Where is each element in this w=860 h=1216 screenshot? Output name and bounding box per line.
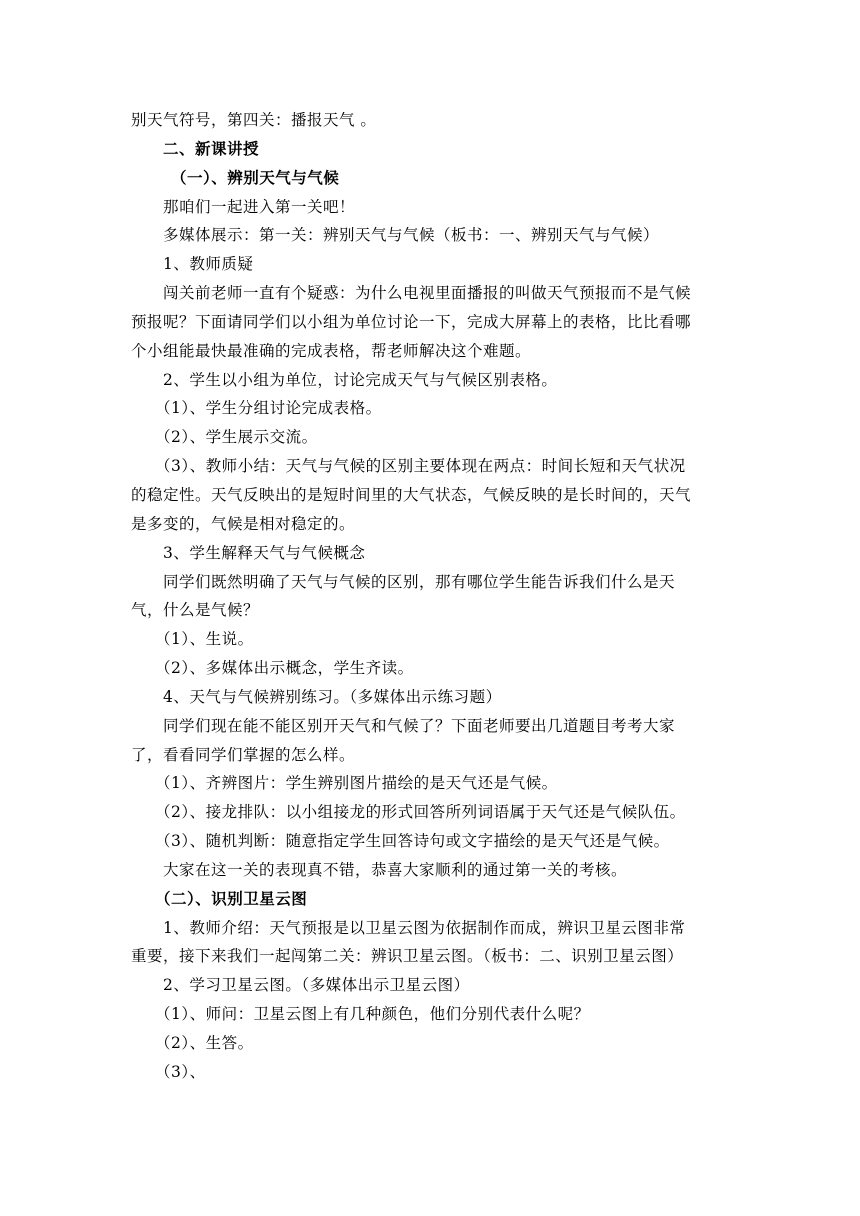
text-line: 多媒体展示：第一关：辨别天气与气候（板书：一、辨别天气与气候） (163, 226, 660, 245)
text-line: 3、学生解释天气与气候概念 (163, 543, 366, 562)
text-line: （2）、接龙排队：以小组接龙的形式回答所列词语属于天气还是气候队伍。 (155, 803, 686, 822)
text-line: （2）、多媒体出示概念，学生齐读。 (155, 659, 414, 678)
text-line: 预报呢？下面请同学们以小组为单位讨论一下，完成大屏幕上的表格，比比看哪 (131, 312, 692, 331)
section-heading: 二、新课讲授 (163, 138, 260, 158)
text-line: （2）、生答。 (155, 1034, 254, 1052)
text-line: 重要，接下来我们一起闯第二关：辨识卫星云图。（板书：二、识别卫星云图） (131, 947, 684, 966)
text-line: （3）、 (155, 1062, 206, 1081)
text-line: 同学们现在能不能区别开天气和气候了？下面老师要出几道题目考考大家 (163, 716, 676, 735)
text-line: （2）、学生展示交流。 (155, 428, 318, 447)
text-line: 2、学习卫星云图。（多媒体出示卫星云图） (163, 976, 470, 995)
text-line: 别天气符号，第四关：播报天气 。 (131, 111, 377, 129)
text-line: 2、学生以小组为单位，讨论完成天气与气候区别表格。 (163, 370, 558, 389)
text-line: （1）、齐辨图片：学生辨别图片描绘的是天气还是气候。 (155, 774, 558, 793)
text-line: 了，看看同学们掌握的怎么样。 (131, 745, 356, 764)
text-line: （1）、学生分组讨论完成表格。 (155, 399, 382, 418)
text-line: （1）、生说。 (155, 630, 254, 649)
text-line: （1）、师问：卫星云图上有几种颜色，他们分别代表什么呢？ (155, 1005, 590, 1024)
text-line: 的稳定性。天气反映出的是短时间里的大气状态，气候反映的是长时间的，天气 (131, 485, 692, 504)
text-line: 是多变的，气候是相对稳定的。 (131, 514, 356, 533)
subsection-heading: （一）、辨别天气与气候 (171, 167, 340, 187)
text-line: （3）、随机判断：随意指定学生回答诗句或文字描绘的是天气还是气候。 (155, 832, 670, 851)
text-line: 个小组能最快最准确的完成表格，帮老师解决这个难题。 (131, 341, 532, 360)
text-line: （3）、教师小结：天气与气候的区别主要体现在两点：时间长短和天气状况 (155, 457, 686, 476)
subsection-heading: （二）、识别卫星云图 (155, 888, 308, 908)
document-body (131, 106, 731, 1087)
text-line: 1、教师质疑 (163, 255, 254, 274)
text-line: 气，什么是气候？ (131, 601, 260, 620)
text-line: 那咱们一起进入第一关吧！ (163, 197, 356, 216)
text-line: 同学们既然明确了天气与气候的区别，那有哪位学生能告诉我们什么是天 (163, 572, 676, 591)
text-line: 1、教师介绍：天气预报是以卫星云图为依据制作而成，辨识卫星云图非常 (163, 918, 686, 937)
text-line: 大家在这一关的表现真不错，恭喜大家顺利的通过第一关的考核。 (163, 860, 628, 879)
text-line: 闯关前老师一直有个疑惑：为什么电视里面播报的叫做天气预报而不是气候 (163, 284, 692, 303)
text-line: 4、天气与气候辨别练习。（多媒体出示练习题） (163, 687, 502, 706)
